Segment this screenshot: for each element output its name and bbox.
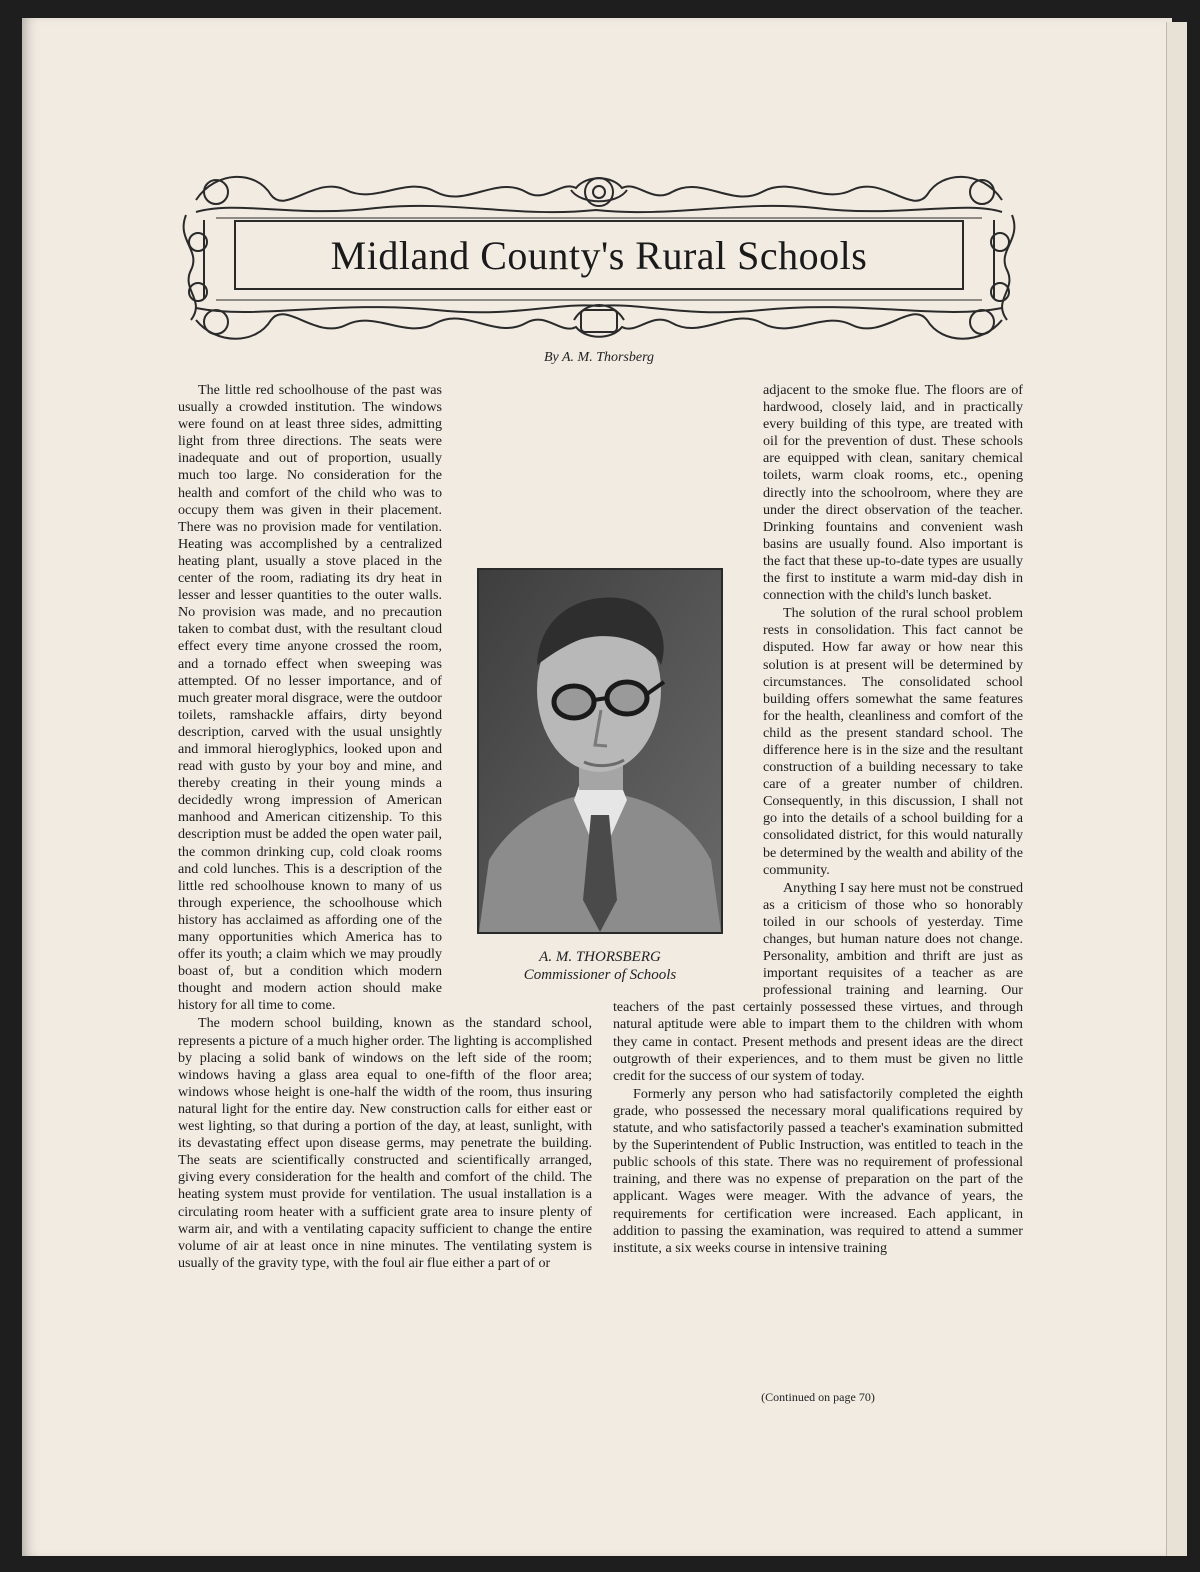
paragraph: The solution of the rural school problem rests in consolidation. This fact cannot be disputed. How far away or how near this solution is at present will be determined by circumstances. The consolidated school building offers somewhat the same features for the health, cleanliness and comfort of the child as the present standard school. The difference here is in the size and the resultant construction of a building necessary to take care of a greater number of children. Consequently, in this discussion, I shall not go into the details of a school building for a consolidated district, for this would naturally be determined by the wealth and ability of the community. xyxy=(763,605,1023,878)
photo-caption xyxy=(480,948,720,984)
caption-name: A. M. THORSBERG xyxy=(539,949,661,965)
title-box xyxy=(234,220,964,290)
paragraph: Anything I say here must not be construed as a criticism of those who so honorably toiled in our schools of yesterday. Time changes, but human nature does not change. Personality, ambition and thrift are just as important requisites of a teacher as are professional training and learning. Our teachers of the past certainly possessed these virtues, and through natural aptitude were able to impart them to the children with whom they came in contact. Present methods and present ideas are the direct outgrowth of their experiences, and to them must be given no little credit for the success of our system of today. xyxy=(613,879,1023,1084)
continued-note: (Continued on page 70) xyxy=(761,1390,875,1404)
page-edge xyxy=(1166,22,1187,1556)
portrait-photo xyxy=(477,568,723,934)
byline: By A. M. Thorsberg xyxy=(543,350,655,365)
paragraph: The modern school building, known as the standard school, represents a picture of a much higher order. The lighting is accomplished by placing a solid bank of windows on the left side of the room; windows having a glass area equal to one-fifth of the floor area; windows whose height is one-half the width of the room, thus insuring natural light for the entire day. New construction calls for either east or west lighting, so that during a portion of the day, at least, sunlight, with its devastating effect upon disease germs, may penetrate the building. The seats are scientifically constructed and scientifically arranged, giving every consideration for the health and comfort of the child. The heating system must provide for ventilation. The usual installation is a circulating room heater with a sufficient grate area to insure plenty of warm air, and with a ventilating capacity sufficient to change the entire volume of air at least once in nine minutes. The ventilating system is usually of the gravity type, with the foul air flue either a part of or xyxy=(178,1015,592,1271)
ornamental-title-frame xyxy=(176,170,1022,345)
paragraph: The little red schoolhouse of the past was usually a crowded institution. The windows were found on at least three sides, admitting light from three directions. The seats were inadequate and out of proportion, usually much too large. No consideration for the health and comfort of the child who was to occupy them was given in their placement. There was no provision made for ventilation. Heating was accomplished by a centralized heating plant, usually a stove placed in the center of the room, radiating its dry heat in lesser and lesser quantities to the outer walls. No provision was made, and no precaution taken to combat dust, with the resultant cloud effect every time anyone crossed the room, and a tornado effect when sweeping was attempted. Of no lesser importance, and of much greater moral disgrace, were the outdoor toilets, ramshackle affairs, dirty beyond description, carved with the usual unsightly and immoral hieroglyphics, looked upon and read with gusto by your boy and mine, and thereby creating in their young minds a decidedly wrong impression of American manhood and American citizenship. To this description must be added the open water pail, the common drinking cup, cold cloak rooms and cold lunches. This is a description of the little red schoolhouse known to many of us through experience, the schoolhouse which history has acclaimed as affording one of the many opportunities which America has to offer its youth; a claim which we may proudly boast of, but a condition which modern thought and modern action should make history for all time to come. xyxy=(178,382,442,1014)
paragraph: adjacent to the smoke flue. The floors are of hardwood, closely laid, and in practically every building of this type, are treated with oil for the prevention of dust. These schools are equipped with clean, sanitary chemical toilets, warm cloak rooms, etc., opening directly into the schoolroom, where they are under the direct observation of the teacher. Drinking fountains and convenient wash basins are usually found. Also important is the fact that these up-to-date types are usually the first to institute a warm mid-day dish in connection with the child's lunch basket. xyxy=(763,382,1023,604)
caption-title: Commissioner of Schools xyxy=(523,967,677,983)
paragraph: Formerly any person who had satisfactorily completed the eighth grade, who possessed the necessary moral qualifications required by statute, and who satisfactorily passed a teacher's examination submitted by the Superintendent of Public Instruction, was entitled to teach in the public schools of this state. There was no requirement of professional training, and there was no expense of preparation on the part of the applicant. Wages were meager. With the advance of years, the requirements for certification were increased. Each applicant, in addition to passing the examination, was required to attend a summer institute, a six weeks course in intensive training xyxy=(613,1085,1023,1256)
article-title: Midland County's Rural Schools xyxy=(330,232,868,278)
